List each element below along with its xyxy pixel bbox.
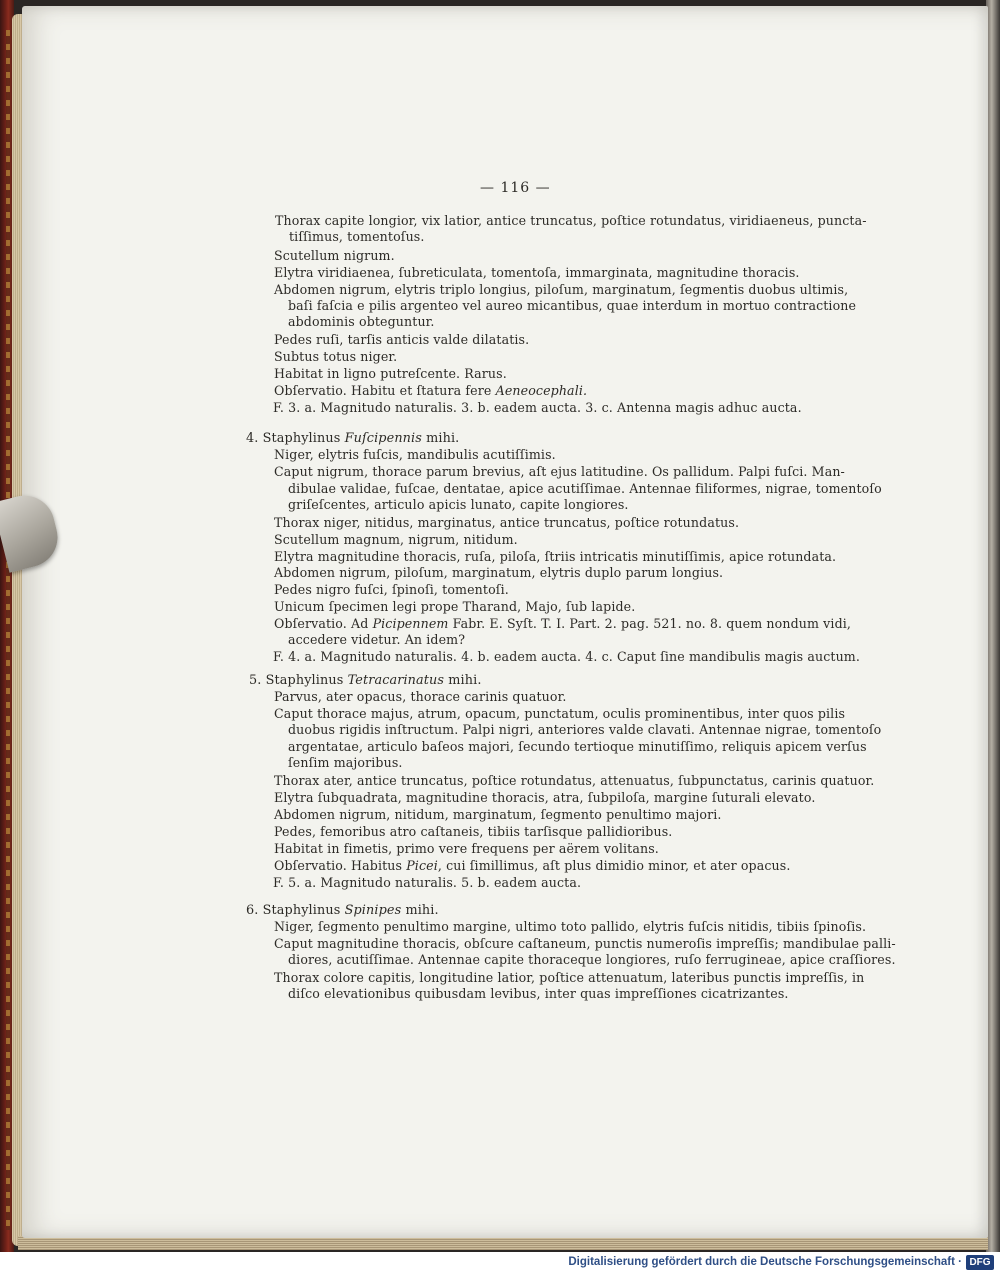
funding-notice: Digitalisierung gefördert durch die Deutsche Forschungsgemeinschaft · bbox=[568, 1256, 962, 1268]
text-line: Niger, elytris fuſcis, mandibulis acutiſſimis. bbox=[274, 447, 556, 462]
text-line: diores, acutiſſimae. Antennae capite thoraceque longiores, ruſo ferrugineae, apice craſſiores. bbox=[288, 952, 896, 967]
observation-text: Obſervatio. Habitus bbox=[274, 858, 407, 873]
observation-line bbox=[274, 383, 587, 399]
text-line: Elytra ſubquadrata, magnitudine thoracis, atra, ſubpiloſa, margine ſuturali elevato. bbox=[274, 790, 816, 805]
book-page bbox=[22, 6, 988, 1238]
species-name: Spinipes bbox=[344, 903, 402, 918]
observation-text: Obſervatio. Ad bbox=[274, 616, 373, 631]
text-line: Parvus, ater opacus, thorace carinis quatuor. bbox=[274, 689, 567, 704]
text-line: diſco elevationibus quibusdam levibus, inter quas impreſſiones cicatrizantes. bbox=[288, 986, 789, 1001]
species-heading bbox=[249, 673, 482, 689]
text-line: Caput magnitudine thoracis, obſcure caſtaneum, punctis numeroſis impreſſis; mandibulae palli- bbox=[274, 936, 896, 951]
text-line: dibulae validae, fuſcae, dentatae, apice acutiſſimae. Antennae filiformes, nigrae, tomentoſo bbox=[288, 481, 882, 496]
observation-text: , cui ſimillimus, aſt plus dimidio minor, et ater opacus. bbox=[437, 858, 791, 873]
species-suffix: mihi. bbox=[421, 431, 460, 446]
text-line: Caput thorace majus, atrum, opacum, punctatum, oculis prominentibus, inter quos pilis bbox=[274, 706, 846, 721]
species-number: 4. Staphylinus bbox=[246, 431, 345, 446]
page-number: — 116 — bbox=[480, 180, 551, 196]
text-line: tiſſimus, tomentoſus. bbox=[289, 229, 425, 244]
text-line: ſenſim majoribus. bbox=[288, 755, 403, 770]
text-line: Pedes ruſi, tarſis anticis valde dilatatis. bbox=[274, 332, 530, 347]
species-reference: Picipennem bbox=[372, 616, 449, 631]
species-suffix: mihi. bbox=[401, 903, 439, 918]
text-line: Caput nigrum, thorace parum brevius, aſt ejus latitudine. Os pallidum. Palpi fuſci. Man- bbox=[274, 464, 845, 479]
species-reference: Aeneocephali. bbox=[495, 383, 588, 398]
text-line: Pedes, femoribus atro caſtaneis, tibiis tarſisque pallidioribus. bbox=[274, 824, 673, 839]
text-line: baſi faſcia e pilis argenteo vel aureo micantibus, quae interdum in mortuo contractione bbox=[288, 298, 857, 313]
text-line: Habitat in fimetis, primo vere frequens per aërem volitans. bbox=[274, 841, 659, 856]
text-line: duobus rigidis inſtructum. Palpi nigri, anteriores valde clavati. Antennae nigrae, tomentoſo bbox=[288, 722, 882, 737]
figure-caption: F. 4. a. Magnitudo naturalis. 4. b. eadem aucta. 4. c. Caput ſine mandibulis magis auctum. bbox=[273, 649, 860, 664]
text-line: Scutellum nigrum. bbox=[274, 248, 395, 263]
spine-ornament bbox=[6, 30, 10, 1230]
footer-bar bbox=[0, 1252, 1000, 1274]
species-heading bbox=[246, 903, 439, 919]
species-number: 6. Staphylinus bbox=[246, 903, 345, 918]
page-edges-right bbox=[986, 0, 1000, 1252]
text-line: Thorax colore capitis, longitudine latior, poſtice attenuatum, lateribus punctis impreſſis, in bbox=[274, 970, 865, 985]
text-line: Elytra magnitudine thoracis, ruſa, piloſa, ſtriis intricatis minutiſſimis, apice rotundata. bbox=[274, 549, 837, 564]
text-line: Thorax ater, antice truncatus, poſtice rotundatus, attenuatus, ſubpunctatus, carinis quatuor. bbox=[274, 773, 875, 788]
species-suffix: mihi. bbox=[444, 673, 482, 688]
text-line: Elytra viridiaenea, ſubreticulata, tomentoſa, immarginata, magnitudine thoracis. bbox=[274, 265, 800, 280]
text-line: Abdomen nigrum, elytris triplo longius, piloſum, marginatum, ſegmentis duobus ultimis, bbox=[274, 282, 849, 297]
text-line: abdominis obteguntur. bbox=[288, 314, 435, 329]
species-name: Tetracarinatus bbox=[347, 673, 445, 688]
observation-text: Obſervatio. Habitu et ſtatura fere bbox=[274, 383, 496, 398]
text-line: Pedes nigro fuſci, ſpinoſi, tomentoſi. bbox=[274, 582, 509, 597]
species-reference: Picei bbox=[406, 858, 438, 873]
text-line: Thorax capite longior, vix latior, antice truncatus, poſtice rotundatus, viridiaeneus, puncta- bbox=[275, 213, 867, 228]
text-line: accedere videtur. An idem? bbox=[288, 632, 466, 647]
text-line: Niger, ſegmento penultimo margine, ultimo toto pallido, elytris fuſcis nitidis, tibiis ſpinoſis. bbox=[274, 919, 867, 934]
text-line: Scutellum magnum, nigrum, nitidum. bbox=[274, 532, 518, 547]
text-line: griſeſcentes, articulo apicis lunato, capite longiores. bbox=[288, 497, 629, 512]
text-line: Subtus totus niger. bbox=[274, 349, 398, 364]
figure-caption: F. 3. a. Magnitudo naturalis. 3. b. eadem aucta. 3. c. Antenna magis adhuc aucta. bbox=[273, 400, 802, 415]
text-line: Abdomen nigrum, piloſum, marginatum, elytris duplo parum longius. bbox=[274, 565, 724, 580]
observation-line bbox=[274, 616, 851, 632]
species-name: Fuſcipennis bbox=[344, 431, 422, 446]
page-edges-bottom bbox=[18, 1236, 988, 1250]
figure-caption: F. 5. a. Magnitudo naturalis. 5. b. eadem aucta. bbox=[273, 875, 582, 890]
text-line: argentatae, articulo baſeos majori, ſecundo tertioque minutiſſimo, reliquis apicem verſus bbox=[288, 739, 867, 754]
dfg-logo: DFG bbox=[966, 1255, 994, 1270]
text-line: Thorax niger, nitidus, marginatus, antice truncatus, poſtice rotundatus. bbox=[274, 515, 740, 530]
observation-text: Fabr. E. Syſt. T. I. Part. 2. pag. 521. no. 8. quem nondum vidi, bbox=[448, 616, 852, 631]
text-line: Abdomen nigrum, nitidum, marginatum, ſegmento penultimo majori. bbox=[274, 807, 722, 822]
species-number: 5. Staphylinus bbox=[249, 673, 348, 688]
observation-line bbox=[274, 858, 790, 874]
text-line: Unicum ſpecimen legi prope Tharand, Majo, ſub lapide. bbox=[274, 599, 636, 614]
species-heading bbox=[246, 431, 459, 447]
text-line: Habitat in ligno putreſcente. Rarus. bbox=[274, 366, 507, 381]
